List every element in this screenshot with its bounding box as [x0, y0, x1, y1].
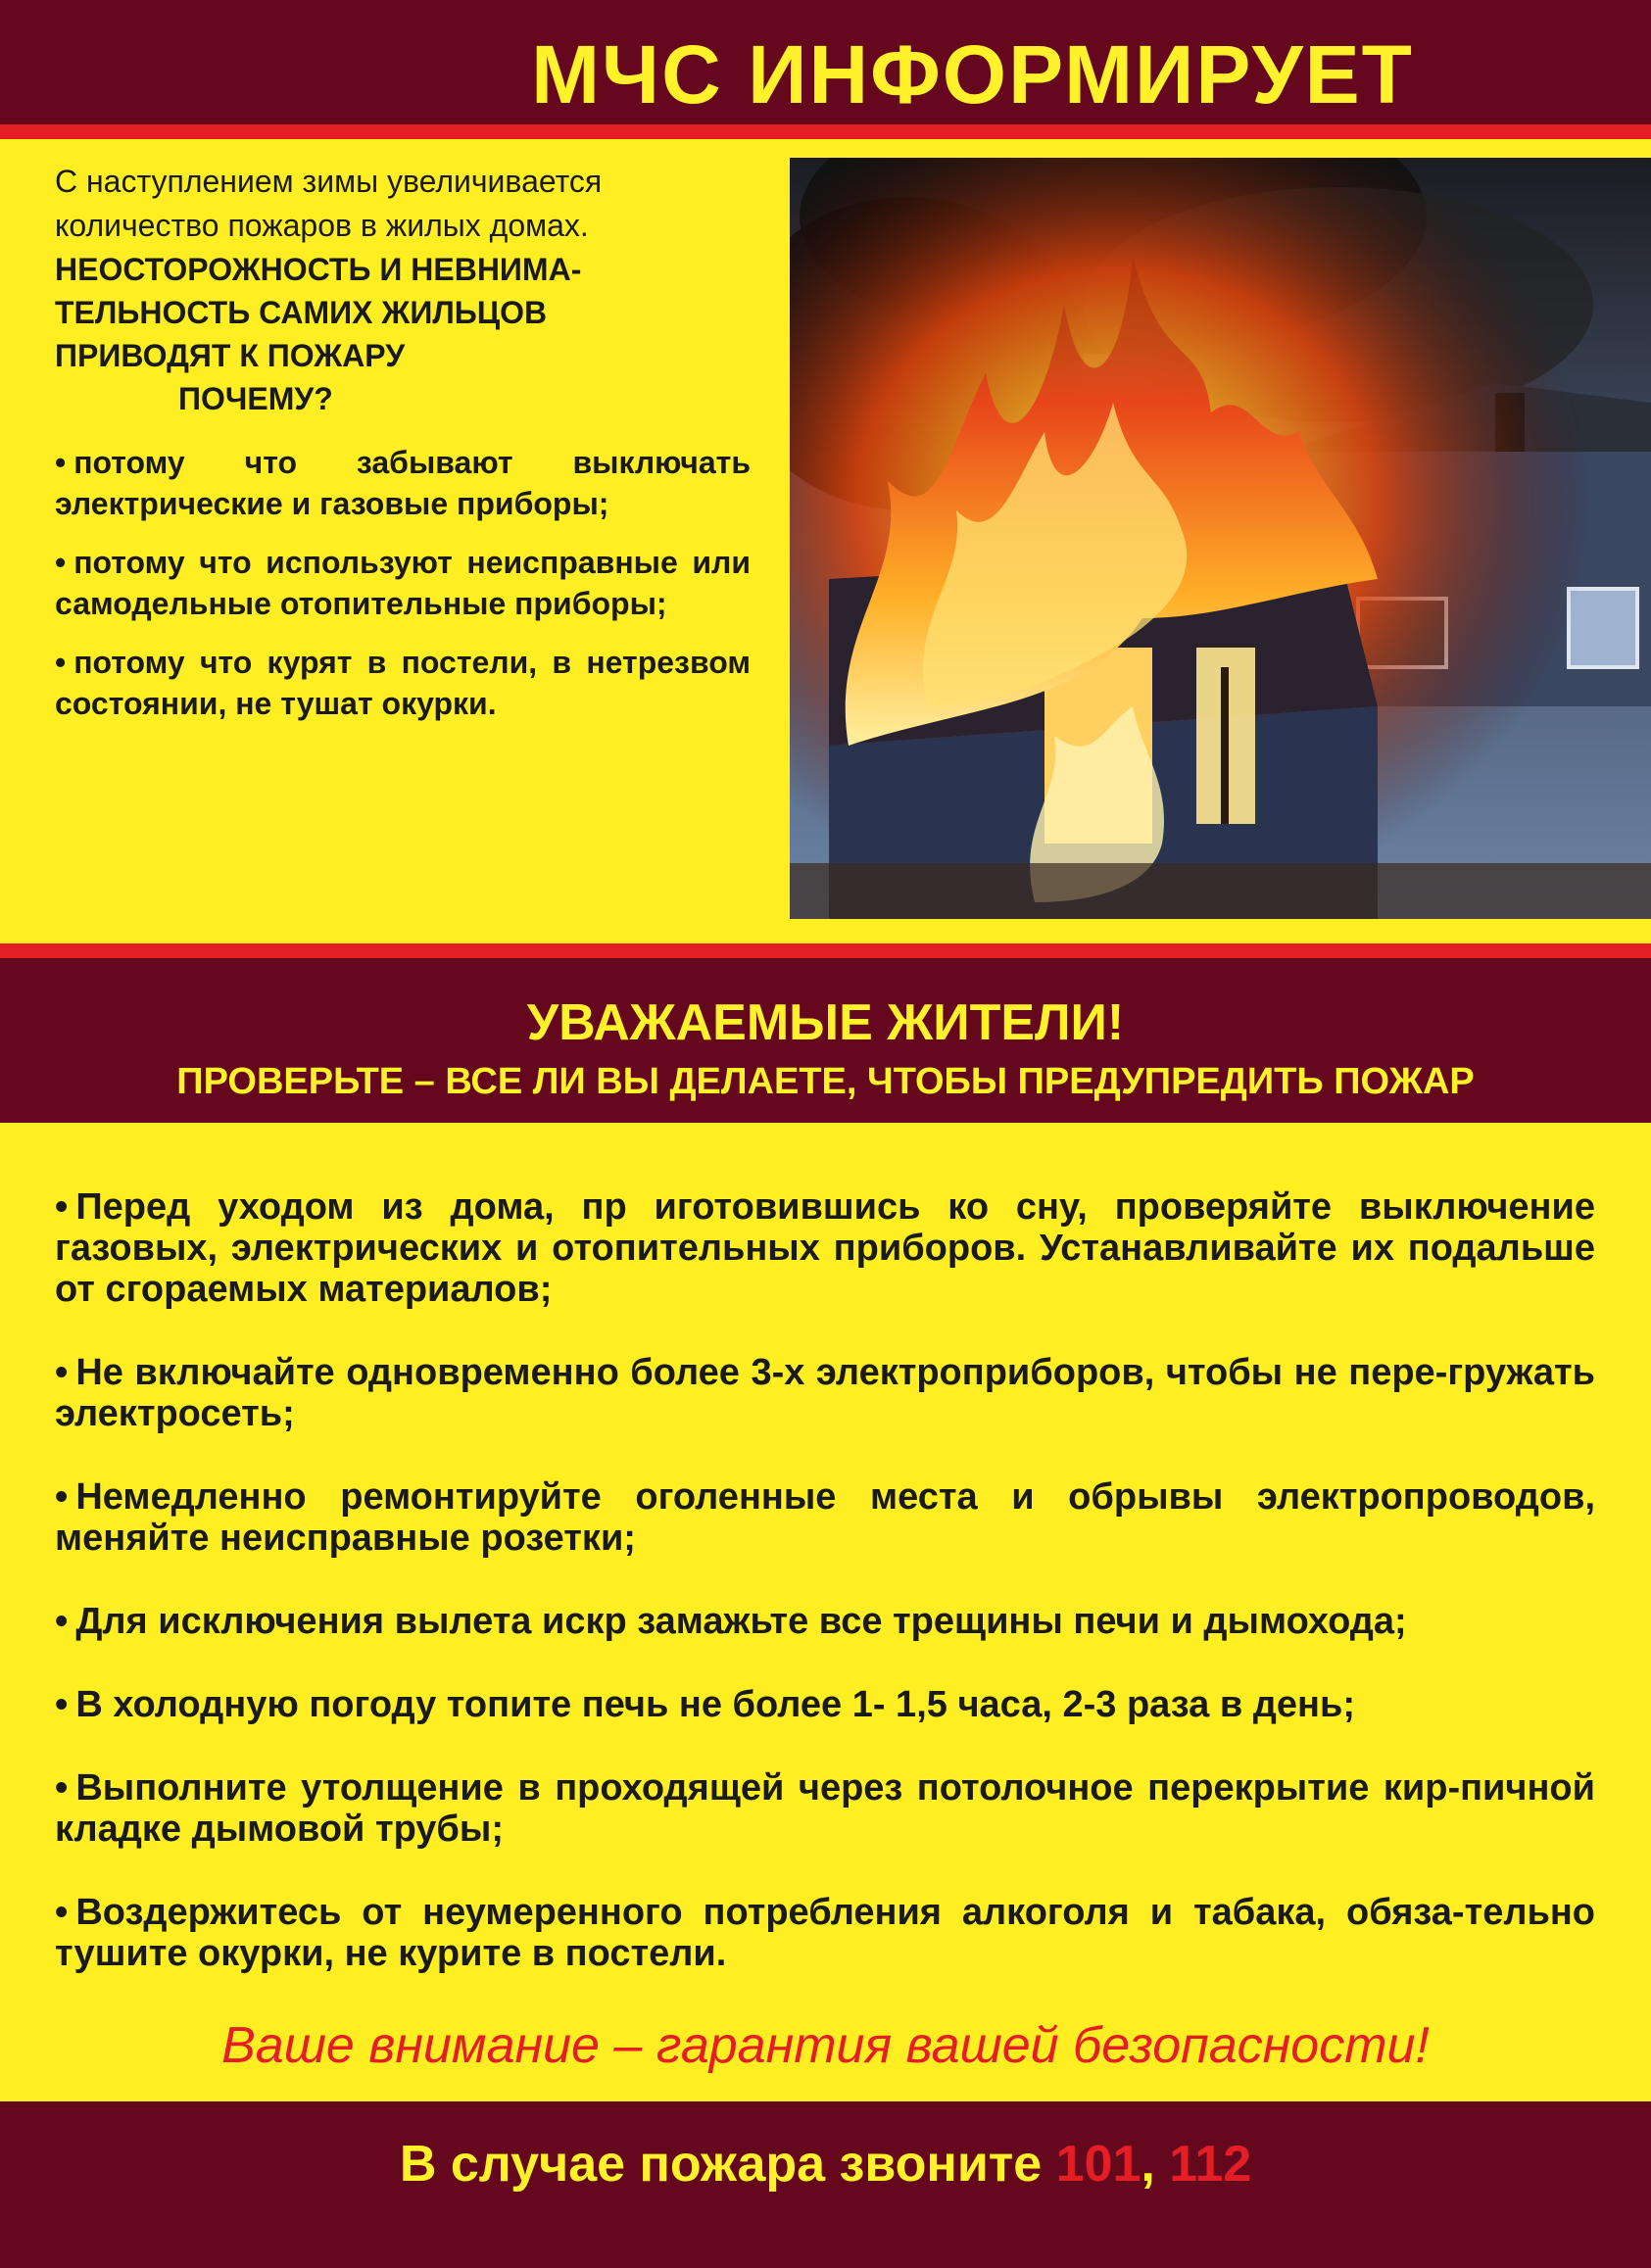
reason-text: потому что используют неисправные или самодельные отопительные приборы; [55, 545, 751, 621]
rule-text: Перед уходом из дома, пр иготовившись ко сну, проверяйте выключение газовых, электрических и отопительных приборов. Устанавливайте их подальше от сгораемых материалов; [55, 1186, 1595, 1310]
burning-house-illustration [790, 158, 1651, 919]
bullet-icon: • [55, 645, 67, 680]
reason-text: потому что забывают выключать электрические и газовые приборы; [55, 445, 751, 521]
intro-line: количество пожаров в жилых домах. [55, 208, 589, 243]
rule-item [55, 1601, 1595, 1642]
phone-number-112: 112 [1169, 2136, 1252, 2193]
safety-motto: Ваше внимание – гарантия вашей безопасности! [221, 2017, 1430, 2074]
bullet-icon: • [55, 1601, 69, 1642]
appeal-subtitle: ПРОВЕРЬТЕ – ВСЕ ЛИ ВЫ ДЕЛАЕТЕ, ЧТОБЫ ПРЕДУПРЕДИТЬ ПОЖАР [176, 1061, 1475, 1102]
reason-text: потому что курят в постели, в нетрезвом состоянии, не тушат окурки. [55, 645, 751, 721]
bullet-icon: • [55, 1352, 69, 1393]
bullet-icon: • [55, 1476, 69, 1518]
reason-item [55, 542, 751, 624]
phone-separator: , [1141, 2136, 1155, 2193]
rule-item [55, 1352, 1595, 1434]
rule-item [55, 1892, 1595, 1974]
phone-number-101: 101 [1055, 2136, 1141, 2193]
rule-text: Выполните утолщение в проходящей через потолочное перекрытие кир-пичной кладке дымовой трубы; [55, 1767, 1595, 1850]
bullet-icon: • [55, 1892, 69, 1933]
bullet-icon: • [55, 1186, 69, 1228]
bullet-icon: • [55, 1684, 69, 1725]
bullet-icon: • [55, 445, 67, 480]
rule-text: Для исключения вылета искр замажьте все трещины печи и дымохода; [75, 1601, 1407, 1642]
reason-item [55, 642, 751, 724]
page-title: МЧС ИНФОРМИРУЕТ [531, 28, 1414, 121]
appeal-title: УВАЖАЕМЫЕ ЖИТЕЛИ! [526, 994, 1125, 1051]
header-stripe [0, 124, 1651, 139]
section-stripe [0, 943, 1651, 958]
intro-emphasis-line: НЕОСТОРОЖНОСТЬ И НЕВНИМА- [55, 252, 582, 287]
rule-item [55, 1186, 1595, 1310]
call-text: В случае пожара звоните [399, 2136, 1043, 2193]
intro-section [55, 160, 751, 724]
rules-list [55, 1186, 1595, 2016]
bullet-icon: • [55, 1767, 69, 1809]
intro-emphasis-line: ТЕЛЬНОСТЬ САМИХ ЖИЛЬЦОВ [55, 295, 548, 330]
reason-item [55, 442, 751, 524]
rule-text: В холодную погоду топите печь не более 1- 1,5 часа, 2-3 раза в день; [75, 1684, 1355, 1725]
rule-text: Воздержитесь от неумеренного потребления алкоголя и табака, обяза-тельно тушите окурки, не курите в постели. [55, 1892, 1595, 1974]
intro-emphasis-line: ПРИВОДЯТ К ПОЖАРУ [55, 338, 406, 373]
intro-line: С наступлением зимы увеличивается [55, 164, 603, 199]
rule-text: Немедленно ремонтируйте оголенные места и обрывы электропроводов, меняйте неисправные розетки; [55, 1476, 1595, 1559]
rule-item [55, 1684, 1595, 1725]
why-question: ПОЧЕМУ? [178, 381, 333, 416]
bullet-icon: • [55, 545, 67, 580]
rule-item [55, 1767, 1595, 1850]
emergency-call-line [0, 2136, 1651, 2193]
burning-house-photo [790, 158, 1651, 919]
rule-item [55, 1476, 1595, 1559]
rule-text: Не включайте одновременно более 3-х электроприборов, чтобы не пере-гружать электросеть; [55, 1352, 1595, 1434]
